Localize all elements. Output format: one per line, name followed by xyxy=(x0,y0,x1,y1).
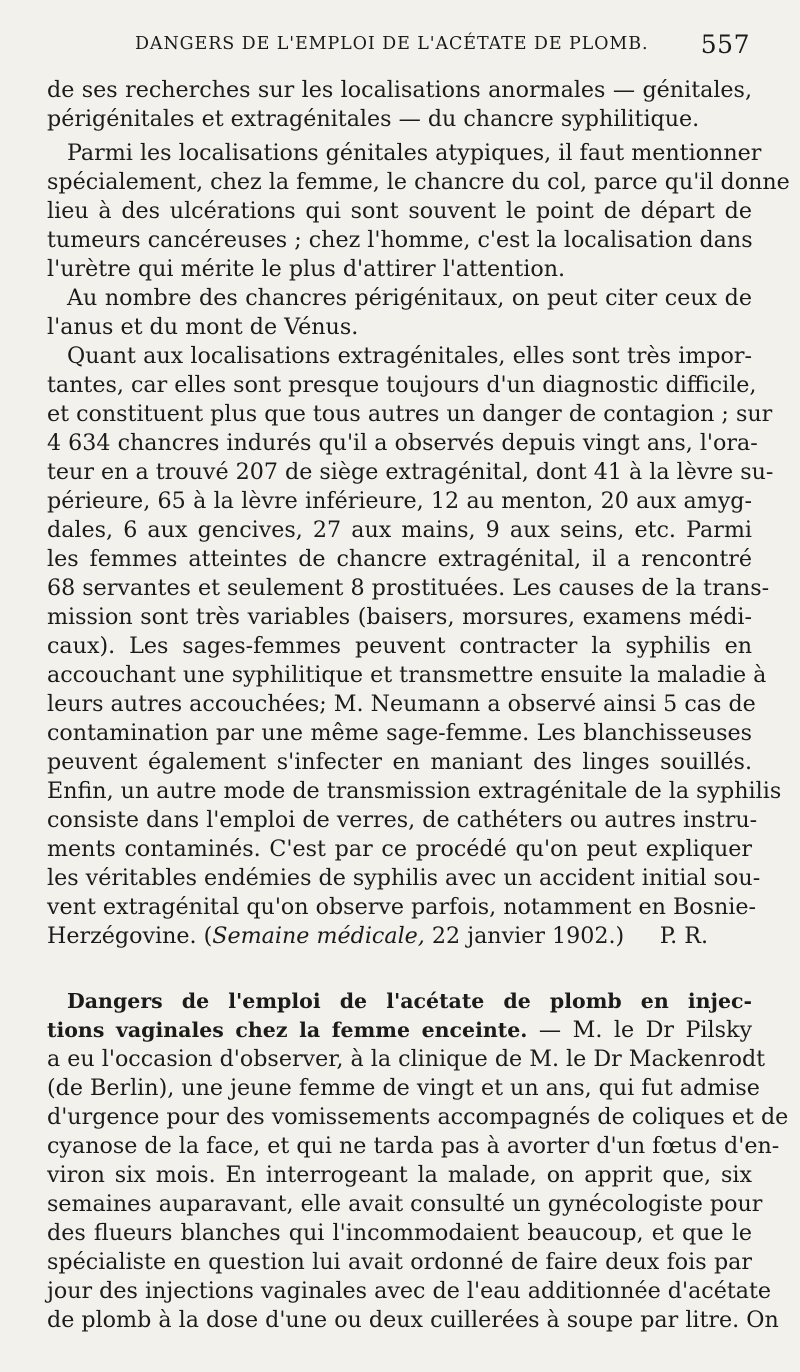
text-line: consiste dans l'emploi de verres, de cathéters ou autres instru- xyxy=(47,807,758,833)
article-title-line-2 xyxy=(47,1016,752,1045)
paragraph-4 xyxy=(47,342,782,951)
text-line: peuvent également s'infecter en maniant des linges souillés. xyxy=(47,749,752,775)
text-line: contamination par une même sage-femme. Les blanchisseuses xyxy=(47,720,752,746)
paragraph-1 xyxy=(47,76,752,134)
text-line: tumeurs cancéreuses ; chez l'homme, c'est la localisation dans xyxy=(47,227,753,253)
text-line: spécialement, chez la femme, le chancre du col, parce qu'il donne xyxy=(47,169,790,195)
running-header xyxy=(135,30,750,66)
text-line: périgénitales et extragénitales — du chancre syphilitique. xyxy=(47,106,700,132)
text-line: l'urètre qui mérite le plus d'attirer l'attention. xyxy=(47,256,566,282)
text-line: tantes, car elles sont presque toujours d'un diagnostic difficile, xyxy=(47,372,757,398)
text-line: périeure, 65 à la lèvre inférieure, 12 au menton, 20 aux amyg- xyxy=(47,488,752,514)
text-line: d'urgence pour des vomissements accompagnés de coliques et de xyxy=(47,1104,789,1130)
author-signature: P. R. xyxy=(659,923,708,949)
text-line: les femmes atteintes de chancre extragénital, il a rencontré xyxy=(47,546,752,572)
text-line: accouchant une syphilitique et transmettre ensuite la maladie à xyxy=(47,662,767,688)
text-line: Enfin, un autre mode de transmission extragénitale de la syphilis xyxy=(47,778,782,804)
text-line: les véritables endémies de syphilis avec un accident initial sou- xyxy=(47,865,761,891)
article-title-cont: tions vaginales chez la femme enceinte. xyxy=(47,1018,528,1042)
text-line: (de Berlin), une jeune femme de vingt et un ans, qui fut admise xyxy=(47,1075,760,1101)
text-line: a eu l'occasion d'observer, à la clinique de M. le Dr Mackenrodt xyxy=(47,1046,766,1072)
text-line: 68 servantes et seulement 8 prostituées. Les causes de la trans- xyxy=(47,575,770,601)
citation-prefix: Herzégovine. ( xyxy=(47,923,213,949)
text-line: Parmi les localisations génitales atypiques, il faut mentionner xyxy=(67,140,762,166)
text-line: Quant aux localisations extragénitales, elles sont très impor- xyxy=(67,343,752,369)
page-number: 557 xyxy=(700,30,750,59)
article-title-rest: — M. le Dr Pilsky xyxy=(527,1017,752,1043)
text-line: spécialiste en question lui avait ordonné de faire deux fois par xyxy=(47,1249,752,1275)
paragraph-2 xyxy=(47,139,790,284)
article-title-line xyxy=(47,987,752,1016)
text-line: caux). Les sages-femmes peuvent contracter la syphilis en xyxy=(47,633,752,659)
paragraph-3 xyxy=(47,284,752,342)
text-line: lieu à des ulcérations qui sont souvent le point de départ de xyxy=(47,198,752,224)
article-2 xyxy=(47,987,789,1335)
header-title: DANGERS DE L'EMPLOI DE L'ACÉTATE DE PLOMB. xyxy=(135,34,649,54)
text-line: ments contaminés. C'est par ce procédé qu'on peut expliquer xyxy=(47,836,752,862)
article-title: Dangers de l'emploi de l'acétate de plomb en injec- xyxy=(67,989,752,1013)
text-line: leurs autres accouchées; M. Neumann a observé ainsi 5 cas de xyxy=(47,691,756,717)
text-line: jour des injections vaginales avec de l'eau additionnée d'acétate xyxy=(47,1278,772,1304)
text-line: viron six mois. En interrogeant la malade, on apprit que, six xyxy=(47,1162,752,1188)
text-line: Au nombre des chancres périgénitaux, on peut citer ceux de xyxy=(67,285,752,311)
text-line: l'anus et du mont de Vénus. xyxy=(47,314,359,340)
text-line: de plomb à la dose d'une ou deux cuillerées à soupe par litre. On xyxy=(47,1307,779,1333)
text-line: 4 634 chancres indurés qu'il a observés depuis vingt ans, l'ora- xyxy=(47,430,758,456)
text-line: mission sont très variables (baisers, morsures, examens médi- xyxy=(47,604,752,630)
citation-line xyxy=(47,922,752,951)
text-line: vent extragénital qu'on observe parfois, notamment en Bosnie- xyxy=(47,894,757,920)
text-line: cyanose de la face, et qui ne tarda pas à avorter d'un fœtus d'en- xyxy=(47,1133,780,1159)
citation-source: Semaine médicale, xyxy=(212,923,425,949)
text-line: teur en a trouvé 207 de siège extragénital, dont 41 à la lèvre su- xyxy=(47,459,774,485)
text-line: semaines auparavant, elle avait consulté un gynécologiste pour xyxy=(47,1191,763,1217)
text-line: de ses recherches sur les localisations anormales — génitales, xyxy=(47,77,752,103)
text-line: et constituent plus que tous autres un danger de contagion ; sur xyxy=(47,401,773,427)
text-line: dales, 6 aux gencives, 27 aux mains, 9 aux seins, etc. Parmi xyxy=(47,517,752,543)
text-line: des flueurs blanches qui l'incommodaient beaucoup, et que le xyxy=(47,1220,752,1246)
citation-date: 22 janvier 1902.) xyxy=(424,923,625,949)
